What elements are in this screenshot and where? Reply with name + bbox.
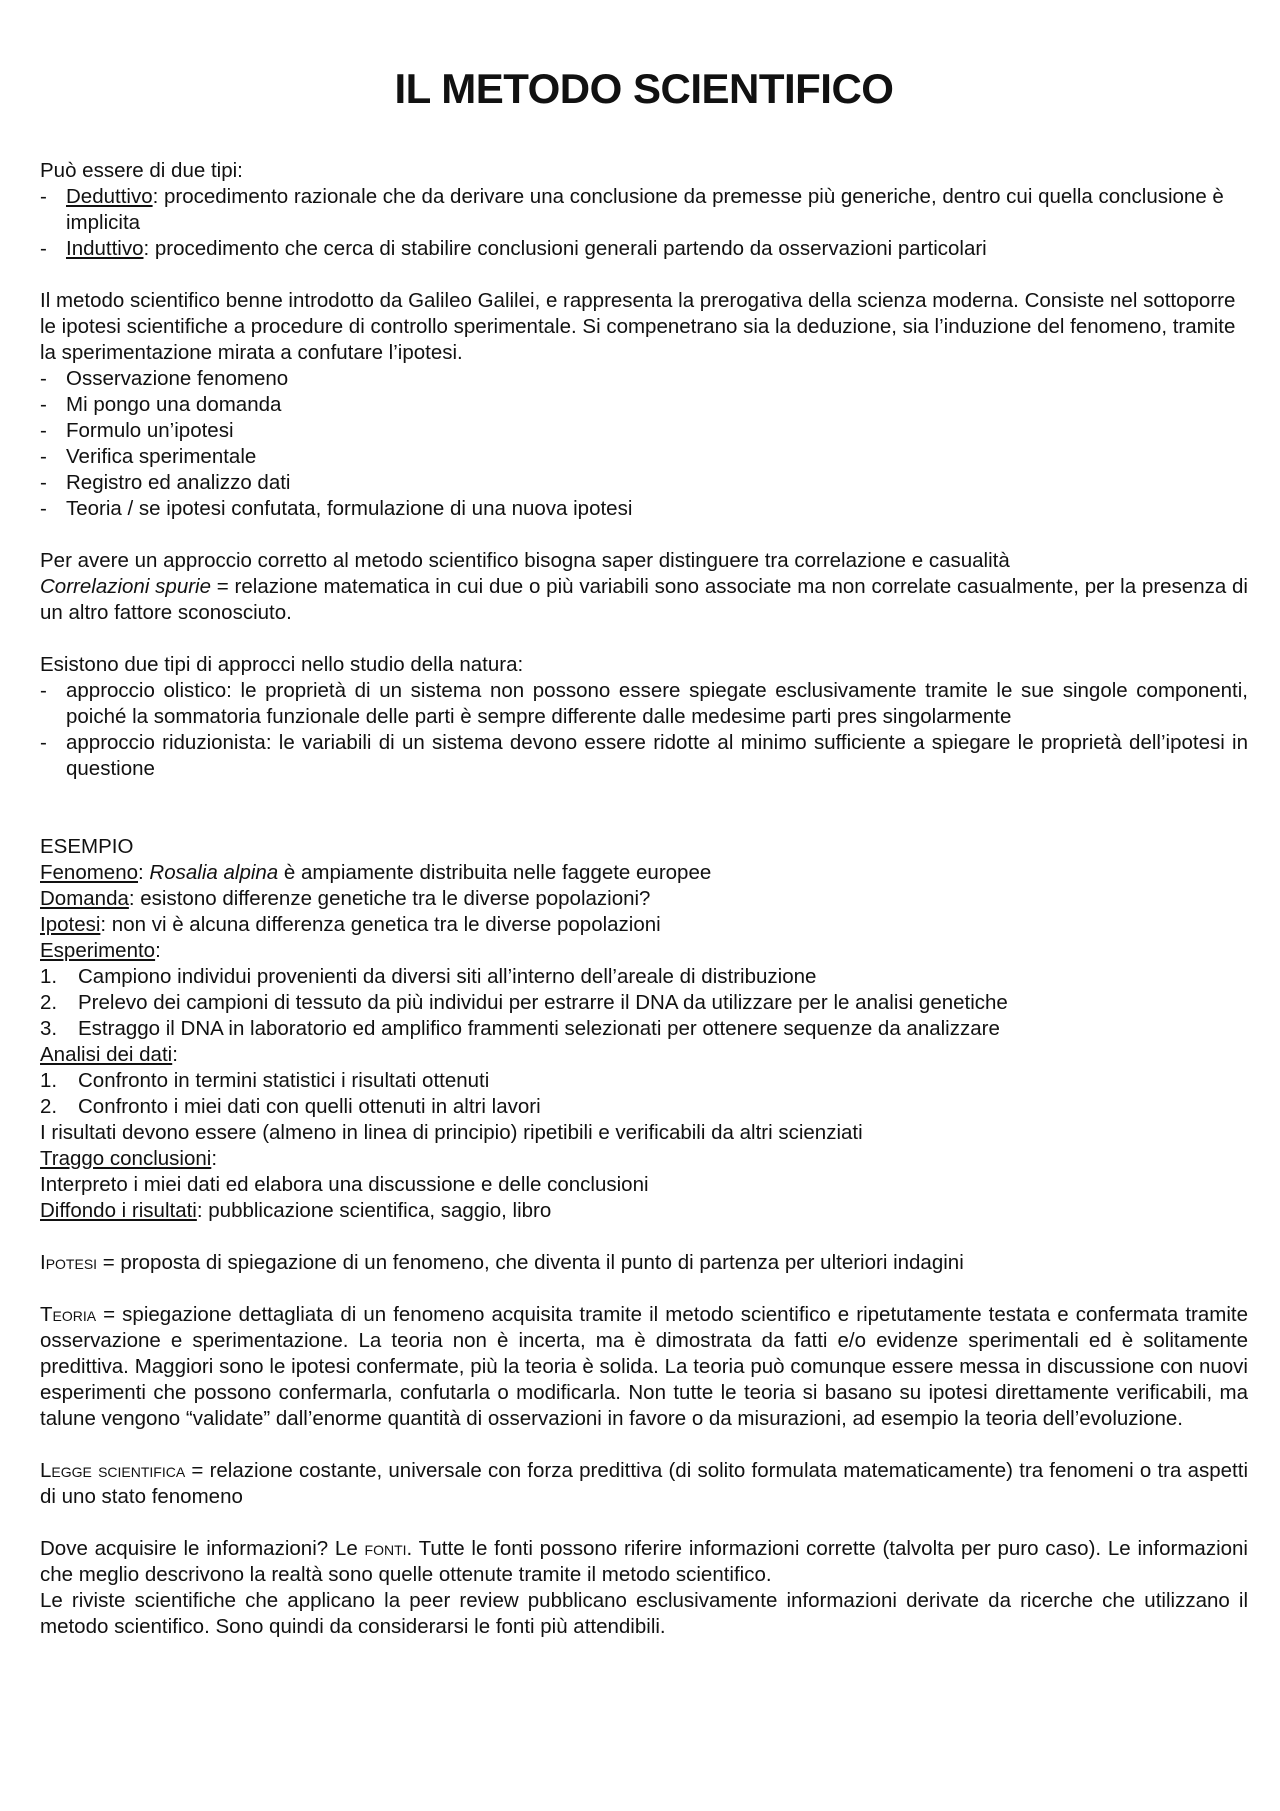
list-item: - Formulo un’ipotesi	[40, 418, 1248, 444]
list-item-olistico: - approccio olistico: le proprietà di un sistema non possono essere spiegate esclusivamente tramite le sue singole componenti, poiché la sommatoria funzionale delle parti è sempre differente dalle medesime parti pres singolarmente	[40, 678, 1248, 730]
ipotesi-text: : non vi è alcuna differenza genetica tra le diverse popolazioni	[100, 913, 661, 936]
method-steps-list	[40, 366, 1248, 522]
term-teoria: Teoria	[40, 1303, 97, 1326]
esperimento-steps	[40, 964, 1248, 1042]
example-fenomeno: Fenomeno: Rosalia alpina è ampiamente distribuita nelle faggete europee	[40, 861, 712, 884]
term-ipotesi: Ipotesi	[40, 1251, 98, 1274]
example-diffondo	[40, 1198, 1248, 1224]
list-item: - Teoria / se ipotesi confutata, formulazione di una nuova ipotesi	[40, 496, 1248, 522]
list-item-riduzionista: - approccio riduzionista: le variabili di un sistema devono essere ridotte al minimo sufficiente a spiegare le proprietà dell’ipotesi in questione	[40, 730, 1248, 782]
definition-ipotesi	[40, 1250, 1248, 1276]
step-text: Estraggo il DNA in laboratorio ed amplifico frammenti selezionati per ottenere sequenze da analizzare	[78, 1017, 1000, 1040]
step-number: 2.	[40, 991, 58, 1014]
correlation-line: Per avere un approccio corretto al metodo scientifico bisogna saper distinguere tra correlazione e casualità	[40, 549, 1010, 572]
list-item: - Registro ed analizzo dati	[40, 470, 1248, 496]
step-number: 1.	[40, 965, 58, 988]
spurious-correlation-paragraph	[40, 574, 1248, 626]
term-correlazioni-spurie: Correlazioni spurie	[40, 575, 211, 598]
step-number: 1.	[40, 1069, 58, 1092]
term-induttivo: Induttivo	[66, 237, 144, 260]
sources-text-1: . Tutte le fonti possono riferire informazioni corrette (talvolta per puro caso). Le informazioni che meglio descrivono la realtà sono quelle ottenute tramite il metodo scientifico.	[40, 1537, 1248, 1586]
fenomeno-text: è ampiamente distribuita nelle faggete europee	[278, 861, 712, 884]
step-number: 3.	[40, 1017, 58, 1040]
term-deduttivo: Deduttivo	[66, 185, 153, 208]
definition-legge	[40, 1458, 1248, 1510]
label-fenomeno: Fenomeno	[40, 861, 139, 884]
list-item: - Osservazione fenomeno	[40, 366, 1248, 392]
spurious-definition: = relazione matematica in cui due o più variabili sono associate ma non correlate casualmente, per la presenza di un altro fattore sconosciuto.	[40, 575, 1248, 624]
list-item	[40, 1068, 1248, 1094]
step-number: 2.	[40, 1095, 58, 1118]
example-domanda	[40, 886, 1248, 912]
term-legge-scientifica: Legge scientifica	[40, 1459, 186, 1482]
label-domanda: Domanda	[40, 887, 129, 910]
analisi-steps	[40, 1068, 1248, 1120]
analisi-note: I risultati devono essere (almeno in linea di principio) ripetibili e verificabili da altri scienziati	[40, 1121, 863, 1144]
intro-lead: Può essere di due tipi:	[40, 159, 243, 182]
teoria-definition: = spiegazione dettagliata di un fenomeno acquisita tramite il metodo scientifico e ripetutamente testata e confermata tramite osservazione e sperimentazione. La teoria non è incerta, ma è dimostrata da fatti e/o evidenze sperimentali ed è solitamente predittiva. Maggiori sono le ipotesi confermate, più la teoria è solida. La teoria può comunque essere messa in discussione con nuovi esperimenti che possono confermarla, confutarla o modificarla. Non tutte le teoria si basano su ipotesi direttamente verificabili, ma talune vengono “validate” dall’enorme quantità di osservazioni in favore o da misurazioni, ad esempio la teoria dell’evoluzione.	[40, 1303, 1248, 1430]
domanda-text: : esistono differenze genetiche tra le diverse popolazioni?	[128, 887, 651, 910]
list-item	[40, 964, 1248, 990]
spacer	[40, 522, 1248, 548]
approaches-lead: Esistono due tipi di approcci nello studio della natura:	[40, 653, 524, 676]
page-title: IL METODO SCIENTIFICO	[394, 65, 894, 112]
text-induttivo: : procedimento che cerca di stabilire conclusioni generali partendo da osservazioni particolari	[143, 237, 987, 260]
example-analisi: Analisi dei dati:	[40, 1043, 178, 1066]
spacer	[40, 1224, 1248, 1250]
label-conclusioni: Traggo conclusioni	[40, 1147, 212, 1170]
sources-paragraph-2: Le riviste scientifiche che applicano la peer review pubblicano esclusivamente informazioni derivate da ricerche che utilizzano il metodo scientifico. Sono quindi da considerarsi le fonti più attendibili.	[40, 1589, 1248, 1638]
label-analisi: Analisi dei dati	[40, 1043, 173, 1066]
approaches-list	[40, 678, 1248, 782]
example-heading: ESEMPIO	[40, 835, 134, 858]
label-ipotesi: Ipotesi	[40, 913, 101, 936]
list-item-induttivo	[40, 236, 1248, 262]
step-text: Confronto i miei dati con quelli ottenuti in altri lavori	[78, 1095, 541, 1118]
spacer	[40, 1432, 1248, 1458]
species-name: Rosalia alpina	[149, 861, 279, 884]
step-text: Prelevo dei campioni di tessuto da più individui per estrarre il DNA da utilizzare per le analisi genetiche	[78, 991, 1008, 1014]
definition-teoria	[40, 1302, 1248, 1432]
list-item	[40, 1094, 1248, 1120]
list-item: - Verifica sperimentale	[40, 444, 1248, 470]
example-conclusioni: Traggo conclusioni:	[40, 1147, 218, 1170]
label-diffondo: Diffondo i risultati	[40, 1199, 197, 1222]
term-fonti: fonti	[364, 1537, 407, 1560]
step-text: Confronto in termini statistici i risultati ottenuti	[78, 1069, 490, 1092]
sources-paragraph	[40, 1536, 1248, 1588]
ipotesi-definition: = proposta di spiegazione di un fenomeno, che diventa il punto di partenza per ulteriori indagini	[97, 1251, 964, 1274]
text-deduttivo: : procedimento razionale che da derivare una conclusione da premesse più generiche, dentro cui quella conclusione è implicita	[66, 185, 1224, 234]
legge-definition: = relazione costante, universale con forza predittiva (di solito formulata matematicamente) tra fenomeni o tra aspetti di uno stato fenomeno	[40, 1459, 1248, 1508]
list-item	[40, 1016, 1248, 1042]
spacer	[40, 782, 1248, 834]
sources-lead: Dove acquisire le informazioni? Le	[40, 1537, 365, 1560]
document-body	[40, 158, 1248, 1640]
list-item-deduttivo	[40, 184, 1248, 236]
list-item	[40, 990, 1248, 1016]
list-item: - Mi pongo una domanda	[40, 392, 1248, 418]
example-esperimento: Esperimento:	[40, 939, 161, 962]
diffondo-text: : pubblicazione scientifica, saggio, libro	[196, 1199, 552, 1222]
conclusioni-text: Interpreto i miei dati ed elabora una discussione e delle conclusioni	[40, 1173, 649, 1196]
step-text: Campiono individui provenienti da diversi siti all’interno dell’areale di distribuzione	[78, 965, 817, 988]
document-page	[40, 66, 1248, 1640]
example-ipotesi	[40, 912, 1248, 938]
spacer	[40, 1510, 1248, 1536]
spacer	[40, 262, 1248, 288]
method-paragraph: Il metodo scientifico benne introdotto da Galileo Galilei, e rappresenta la prerogativa della scienza moderna. Consiste nel sottoporre le ipotesi scientifiche a procedure di controllo sperimentale. Si compenetrano sia la deduzione, sia l’induzione del fenomeno, tramite la sperimentazione mirata a confutare l’ipotesi.	[40, 289, 1236, 364]
spacer	[40, 1276, 1248, 1302]
spacer	[40, 626, 1248, 652]
label-esperimento: Esperimento	[40, 939, 156, 962]
method-types-list	[40, 184, 1248, 262]
